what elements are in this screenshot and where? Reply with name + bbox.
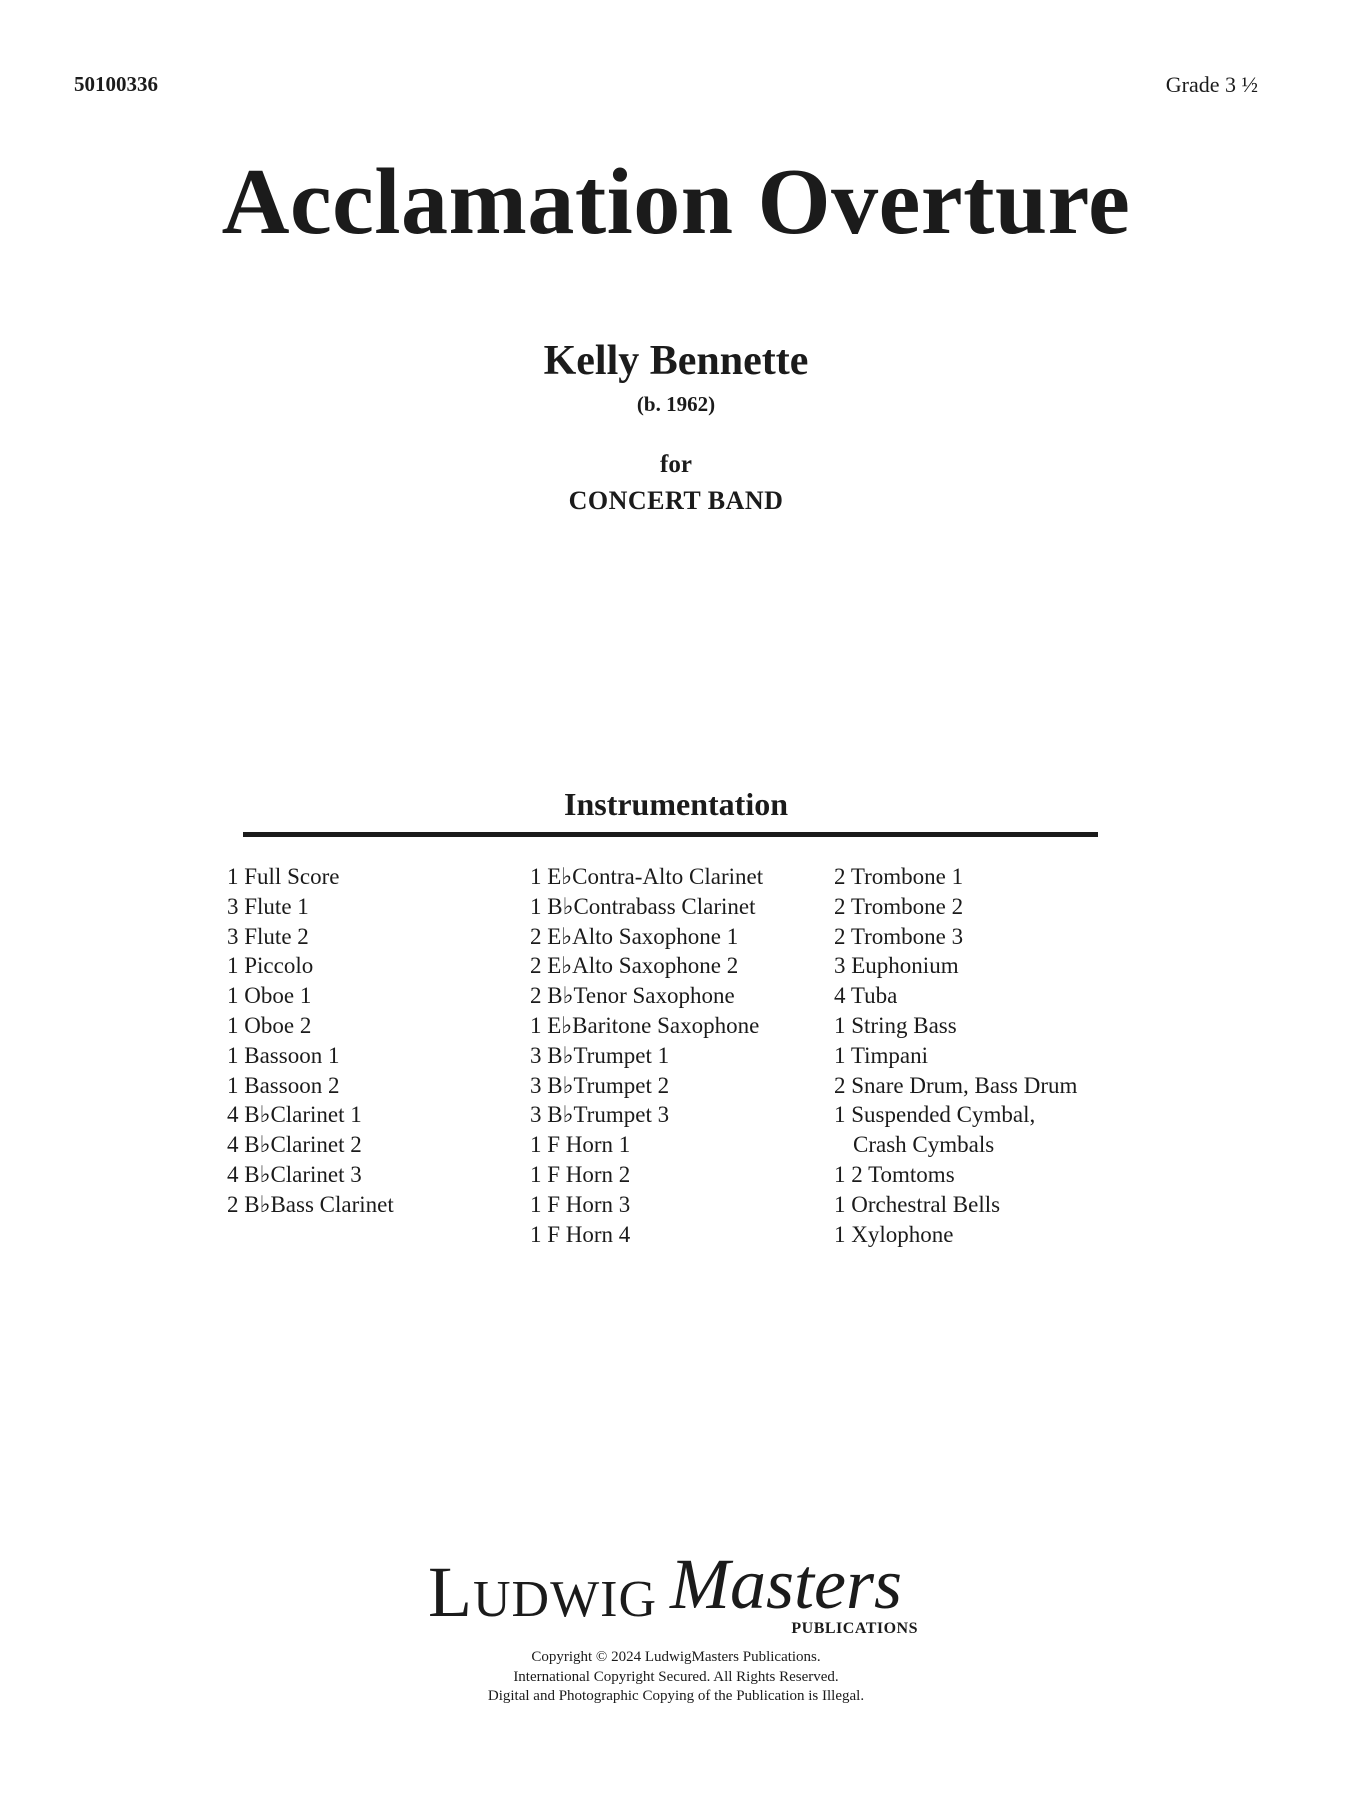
instrument-item: 2 Trombone 1	[834, 864, 964, 889]
instrument-item: 1 2 Tomtoms	[834, 1161, 955, 1187]
instrument-item: 1 F Horn 3	[530, 1191, 631, 1217]
page-title: Acclamation Overture	[221, 150, 1131, 254]
instrument-item: 1 Oboe 2	[227, 1012, 312, 1038]
instrument-item: 1 F Horn 1	[530, 1132, 631, 1158]
instrument-item: 3 B♭Trumpet 2	[530, 1072, 670, 1098]
ensemble-name: CONCERT BAND	[568, 486, 784, 515]
instrument-item: 1 Full Score	[227, 864, 340, 889]
catalog-number: 50100336	[74, 72, 158, 96]
copyright-block	[0, 1648, 1352, 1707]
instrument-column-3	[834, 862, 1077, 1249]
instrument-item: 1 E♭Contra-Alto Clarinet	[530, 864, 764, 889]
logo-ludwig-initial: L	[428, 1552, 473, 1632]
instrument-item: 3 B♭Trumpet 1	[530, 1042, 670, 1068]
instrument-item: 1 F Horn 2	[530, 1161, 631, 1187]
instrument-item: 4 B♭Clarinet 3	[227, 1161, 362, 1187]
instrument-item: 2 E♭Alto Saxophone 1	[530, 923, 739, 949]
instrument-item: 4 Tuba	[834, 983, 898, 1009]
instrument-item: 1 F Horn 4	[530, 1221, 631, 1247]
copyright-line: Digital and Photographic Copying of the Publication is Illegal.	[487, 1688, 865, 1704]
composer-name: Kelly Bennette	[543, 338, 809, 384]
grade-level: Grade 3 ½	[1165, 72, 1258, 97]
logo-ludwig-rest: UDWIG	[472, 1571, 658, 1628]
instrument-column-1	[227, 862, 394, 1220]
instrument-item: 1 Orchestral Bells	[834, 1191, 1001, 1217]
instrumentation-rule	[243, 832, 1098, 837]
instrument-item: 2 Trombone 2	[834, 893, 964, 919]
instrument-item: Crash Cymbals	[853, 1132, 995, 1158]
instrument-item: 1 Oboe 1	[227, 983, 312, 1009]
instrument-item: 1 E♭Baritone Saxophone	[530, 1012, 760, 1038]
instrument-item: 3 Euphonium	[834, 953, 959, 979]
instrument-item: 1 Bassoon 1	[227, 1042, 340, 1068]
logo-publications: PUBLICATIONS	[791, 1620, 918, 1637]
instrument-item: 2 Snare Drum, Bass Drum	[834, 1072, 1078, 1098]
instrument-item: 4 B♭Clarinet 1	[227, 1102, 362, 1128]
instrument-item: 1 String Bass	[834, 1012, 957, 1038]
instrument-item: 1 Suspended Cymbal,	[834, 1102, 1036, 1128]
instrument-item: 2 B♭Tenor Saxophone	[530, 983, 735, 1009]
instrument-item: 4 B♭Clarinet 2	[227, 1132, 362, 1158]
instrument-item: 3 Flute 1	[227, 893, 309, 919]
logo-ludwig-wordmark	[428, 1552, 658, 1632]
instrument-item: 3 Flute 2	[227, 923, 309, 949]
composer-dates: (b. 1962)	[636, 392, 716, 416]
logo-masters-wordmark: Masters	[670, 1544, 902, 1624]
instrumentation-heading: Instrumentation	[563, 786, 788, 822]
copyright-line: International Copyright Secured. All Rights Reserved.	[513, 1668, 839, 1685]
instrument-item: 2 Trombone 3	[834, 923, 964, 949]
instrument-item: 2 B♭Bass Clarinet	[227, 1191, 394, 1217]
instrument-item: 1 B♭Contrabass Clarinet	[530, 893, 756, 919]
instrument-item: 1 Bassoon 2	[227, 1072, 340, 1098]
instrument-item: 2 E♭Alto Saxophone 2	[530, 953, 739, 979]
instrument-item: 3 B♭Trumpet 3	[530, 1102, 670, 1128]
instrument-item: 1 Timpani	[834, 1042, 928, 1068]
instrument-item: 1 Xylophone	[834, 1221, 954, 1247]
instrument-item: 1 Piccolo	[227, 953, 314, 979]
copyright-line: Copyright © 2024 LudwigMasters Publications.	[531, 1649, 821, 1665]
scoring-for: for	[660, 451, 692, 478]
publisher-logo	[428, 1544, 918, 1644]
instrument-column-2	[530, 862, 763, 1249]
